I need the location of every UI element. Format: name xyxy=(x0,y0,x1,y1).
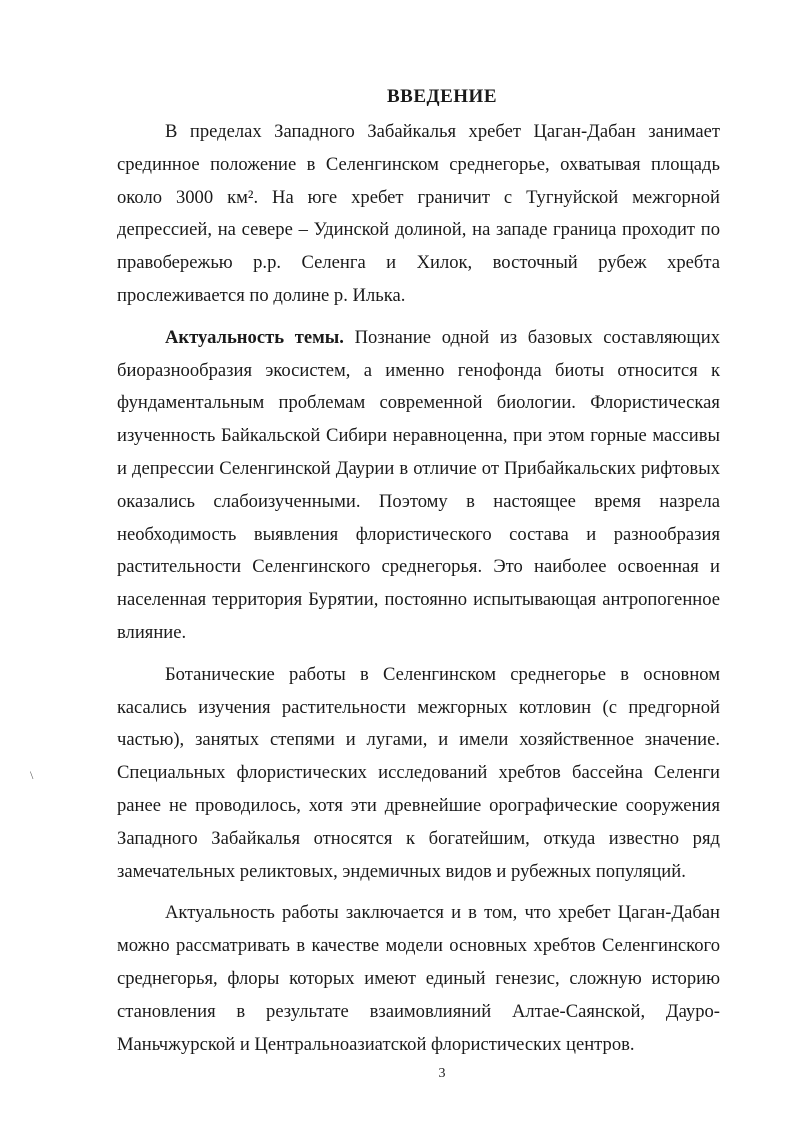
body-text xyxy=(117,116,720,1070)
section-heading: ВВЕДЕНИЕ xyxy=(387,86,497,107)
paragraph-relevance xyxy=(117,322,720,650)
paragraph-text: Ботанические работы в Селенгинском среднегорье в основном касались изучения растительности межгорных котловин (с предгорной частью), занятых степями и лугами, и имели хозяйственное значение. Специальных флористических исследований хребтов бассейна Селенги ранее не проводилось, хотя эти древнейшие орографические сооружения Западного Забайкалья относятся к богатейшим, откуда известно ряд замечательных реликтовых, эндемичных видов и рубежных популяций. xyxy=(117,663,720,882)
scan-artifact-mark: \ xyxy=(30,768,34,782)
paragraph-location xyxy=(117,116,720,313)
paragraph-text: Познание одной из базовых составляющих биоразнообразия экосистем, а именно генофонда биоты относится к фундаментальным проблемам современной биологии. Флористическая изученность Байкальской Сибири неравноценна, при этом горные массивы и депрессии Селенгинской Даурии в отличие от Прибайкальских рифтовых оказались слабоизученными. Поэтому в настоящее время назрела необходимость выявления флористического состава и разнообразия растительности Селенгинского среднегорья. Это наиболее освоенная и населенная территория Бурятии, постоянно испытывающая антропогенное влияние. xyxy=(117,326,720,643)
paragraph-text: В пределах Западного Забайкалья хребет Цаган-Дабан занимает срединное положение в Селенгинском среднегорье, охватывая площадь около 3000 км². На юге хребет граничит с Тугнуйской межгорной депрессией, на севере – Удинской долиной, на западе граница проходит по правобережью р.р. Селенга и Хилок, восточный рубеж хребта прослеживается по долине р. Илька. xyxy=(117,121,720,306)
paragraph-botanical-works xyxy=(117,659,720,889)
paragraph-work-relevance xyxy=(117,897,720,1061)
page-number: 3 xyxy=(438,1066,446,1081)
paragraph-text: Актуальность работы заключается и в том, что хребет Цаган-Дабан можно рассматривать в качестве модели основных хребтов Селенгинского среднегорья, флоры которых имеют единый генезис, сложную историю становления в результате взаимовлияний Алтае-Саянской, Дауро-Маньчжурской и Центральноазиатской флористических центров. xyxy=(117,902,720,1055)
paragraph-lead: Актуальность темы. xyxy=(165,326,344,348)
